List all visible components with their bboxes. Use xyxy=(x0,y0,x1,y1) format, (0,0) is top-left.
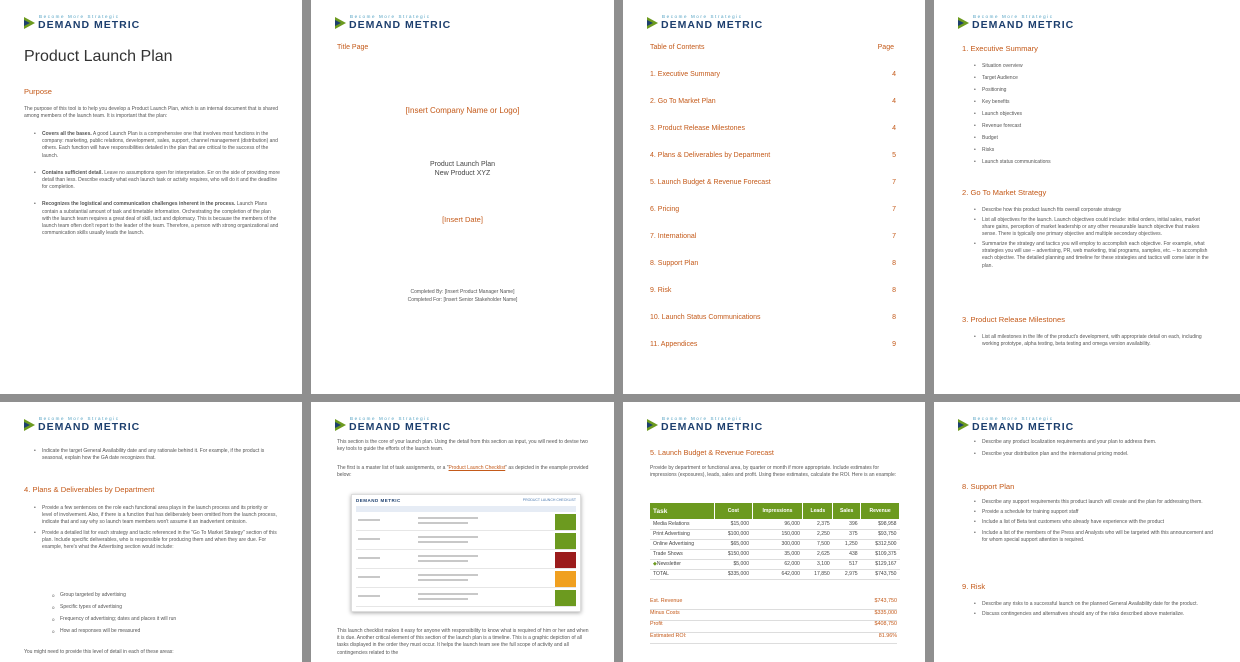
budget-table-wrap xyxy=(650,503,900,580)
logo-tagline: Become More Strategic xyxy=(39,14,120,19)
advertising-sublist xyxy=(50,592,280,635)
logo-name: DEMAND METRIC xyxy=(349,19,452,31)
roi-row: Estimated ROI: 81.96% xyxy=(650,633,897,645)
roi-row: Minus Costs $335,000 xyxy=(650,610,897,622)
toc-entry[interactable]: 8. Support Plan 8 xyxy=(650,260,896,267)
list-item: • Provide a schedule for training support staff xyxy=(972,509,1218,516)
logo-tagline: Become More Strategic xyxy=(973,416,1054,421)
thumbnail-logo: DEMAND METRIC xyxy=(356,498,401,503)
footer-text: You might need to provide this level of detail in each of these areas: xyxy=(24,649,174,655)
title-page-heading: Title Page xyxy=(337,44,369,51)
budget-intro: Provide by department or functional area, by quarter or month if more appropriate. Include estimates for impressions (exposures), leads, sales and profit. Using these estimates, calculate the ROI. Here is an example: xyxy=(650,465,897,479)
document-page-7 xyxy=(623,402,925,662)
logo-name: DEMAND METRIC xyxy=(972,19,1075,31)
toc-entry[interactable]: 7. International 7 xyxy=(650,233,896,240)
list-item: • Include a list of Beta test customers who already have experience with the product xyxy=(972,519,1218,526)
logo-name: DEMAND METRIC xyxy=(38,421,141,433)
list-item: • Contains sufficient detail. Leave no assumptions open for interpretation. Err on the side of providing more detail than less. Describe exactly what each launch task or activity requires, who will do it and the deadline for completion. xyxy=(32,170,280,192)
toc-header xyxy=(650,44,896,51)
gtm-list xyxy=(972,207,1212,270)
logo-mark-icon xyxy=(335,419,346,431)
table-row xyxy=(356,513,576,531)
list-item: • Describe any product localization requirements and your plan to address them. xyxy=(972,439,1218,446)
logo-tagline: Become More Strategic xyxy=(39,416,120,421)
thumbnail-header-row xyxy=(356,506,576,512)
list-item: o How ad responses will be measured xyxy=(50,628,280,635)
budget-table xyxy=(650,503,900,580)
document-page-4 xyxy=(934,0,1240,394)
support-list xyxy=(972,499,1218,544)
toc-page-label: Page xyxy=(877,44,894,51)
list-item: • Budget xyxy=(972,135,1212,142)
list-item: • Key benefits xyxy=(972,99,1212,106)
table-row: Print Advertising $100,000 150,000 2,250 375 $93,750 xyxy=(650,529,900,539)
toc-entry[interactable]: 6. Pricing 7 xyxy=(650,206,896,213)
document-page-3 xyxy=(623,0,925,394)
logo-name: DEMAND METRIC xyxy=(661,19,764,31)
page-title: Product Launch Plan xyxy=(24,48,173,65)
logo-tagline: Become More Strategic xyxy=(662,14,743,19)
table-row xyxy=(356,589,576,607)
international-list xyxy=(972,439,1218,458)
list-item: o Specific types of advertising xyxy=(50,604,280,611)
list-item: • Describe any risks to a successful launch on the planned General Availability date for the product. xyxy=(972,601,1218,608)
toc-entry[interactable]: 3. Product Release Milestones 4 xyxy=(650,125,896,132)
toc-entry[interactable]: 1. Executive Summary 4 xyxy=(650,71,896,78)
document-page-2 xyxy=(311,0,614,394)
toc-entry[interactable]: 2. Go To Market Plan 4 xyxy=(650,98,896,105)
purpose-bullets xyxy=(32,131,280,237)
list-item: o Group targeted by advertising xyxy=(50,592,280,599)
completed-for: Completed For: [Insert Senior Stakeholder Name] xyxy=(407,297,518,303)
list-item: • Recognizes the logistical and communication challenges inherent in the process. Launch Plans contain a substantial amount of task and timetable information. Orchestrating the completion of the plan with the launch team requires a great deal of skill, tact and diplomacy. This is because the members of the launch team often don't report to the leader of the team. Therefore, a person with strong organizational and communication skills usually leads the launch. xyxy=(32,201,280,237)
document-page-6 xyxy=(311,402,614,662)
milestones-list xyxy=(972,334,1212,348)
roi-row: Profit $408,750 xyxy=(650,621,897,633)
company-placeholder: [Insert Company Name or Logo] xyxy=(405,106,520,115)
list-item: • Covers all the bases. A good Launch Plan is a comprehensive one that involves most functions in the company: marketing, public relations, development, sales, support, channel management (distribution) and others. Each function will have responsibilities detailed in the plan that are critical to the success of the launch. xyxy=(32,131,280,160)
list-item: • Describe any support requirements this product launch will create and the plan for addressing them. xyxy=(972,499,1218,506)
section-heading: 2. Go To Market Strategy xyxy=(962,188,1047,197)
checklist-thumbnail xyxy=(351,494,581,612)
logo-tagline: Become More Strategic xyxy=(973,14,1054,19)
toc-entry[interactable]: 9. Risk 8 xyxy=(650,287,896,294)
table-row xyxy=(356,570,576,588)
logo-tagline: Become More Strategic xyxy=(350,14,431,19)
logo-tagline: Become More Strategic xyxy=(662,416,743,421)
logo-mark-icon xyxy=(335,17,346,29)
thumbnail-title: PRODUCT LAUNCH CHECKLIST xyxy=(522,498,576,502)
logo-mark-icon xyxy=(647,17,658,29)
list-item: • Include a list of the members of the Press and Analysts who will be targeted with this announcement and for whom special support attention is required. xyxy=(972,530,1218,544)
logo-name: DEMAND METRIC xyxy=(38,19,141,31)
list-item: • Summarize the strategy and tactics you will employ to accomplish each objective. For example, what strategies you will use – advertising, PR, web marketing, trial programs, samples, etc. – to accomplish each objective. The detailed planning and timeline for these strategies and tactics will come later in the plan. xyxy=(972,241,1212,270)
plan-subtitle: New Product XYZ xyxy=(434,170,491,177)
logo-mark-icon xyxy=(958,17,969,29)
logo-mark-icon xyxy=(24,17,35,29)
checklist-explanation: This launch checklist makes it easy for anyone with responsibility to know what is required of him or her and when it is due. Another critical element of this section of the launch plan is a timeline. This is a graphic depiction of all tasks displayed in the order they must occur. It helps the launch team see the full scope of activity and all contingencies related to the xyxy=(337,628,589,656)
row-marker-icon: ◆ xyxy=(653,561,657,567)
toc-heading: Table of Contents xyxy=(650,44,705,51)
list-item: • Target Audience xyxy=(972,75,1212,82)
document-page-5 xyxy=(0,402,302,662)
toc-entry[interactable]: 4. Plans & Deliverables by Department 5 xyxy=(650,152,896,159)
list-item: • List all objectives for the launch. Launch objectives could include: initial orders, initial sales, market share gains, perception of market leadership or any other measurable launch objective that makes sense. There is typically one primary objective and multiple secondary objectives. xyxy=(972,217,1212,239)
logo-mark-icon xyxy=(647,419,658,431)
list-item: o Frequency of advertising; dates and places it will run xyxy=(50,616,280,623)
list-item: • Situation overview xyxy=(972,63,1212,70)
list-item: • Provide a detailed list for each strategy and tactic referenced in the "Go To Market Strategy" section of this plan. Include specific deliverables, who is responsible for producing them and when they are due. For example, here's what the Advertising section would include: xyxy=(32,530,278,552)
logo-mark-icon xyxy=(958,419,969,431)
logo-tagline: Become More Strategic xyxy=(350,416,431,421)
list-item: • Risks xyxy=(972,147,1212,154)
logo-name: DEMAND METRIC xyxy=(349,421,452,433)
purpose-heading: Purpose xyxy=(24,87,52,96)
exec-summary-list xyxy=(972,63,1212,166)
risk-list xyxy=(972,601,1218,618)
list-item: • Launch objectives xyxy=(972,111,1212,118)
document-page-1 xyxy=(0,0,302,394)
section-heading: 9. Risk xyxy=(962,582,986,591)
toc-entry[interactable]: 5. Launch Budget & Revenue Forecast 7 xyxy=(650,179,896,186)
section-heading: 3. Product Release Milestones xyxy=(962,315,1065,324)
logo-name: DEMAND METRIC xyxy=(661,421,764,433)
date-placeholder: [Insert Date] xyxy=(442,215,483,224)
list-item: • Describe your distribution plan and the international pricing model. xyxy=(972,451,1218,458)
section-heading: 4. Plans & Deliverables by Department xyxy=(24,485,155,494)
plan-title: Product Launch Plan xyxy=(430,161,495,168)
section-heading: 5. Launch Budget & Revenue Forecast xyxy=(650,448,774,457)
checklist-intro: The first is a master list of task assignments, or a "Product Launch Checklist" as depicted in the example provided below: xyxy=(337,465,589,479)
roi-row: Est. Revenue $743,750 xyxy=(650,598,897,610)
ga-date-list xyxy=(32,448,278,462)
completed-by: Completed By: [Insert Product Manager Name] xyxy=(410,289,515,295)
logo-mark-icon xyxy=(24,419,35,431)
purpose-intro: The purpose of this tool is to help you develop a Product Launch Plan, which is an internal document that is shared among members of the launch team. It is important that the plan: xyxy=(24,106,279,120)
logo-name: DEMAND METRIC xyxy=(972,421,1075,433)
list-item: • Launch status communications xyxy=(972,159,1212,166)
list-item: • Positioning xyxy=(972,87,1212,94)
table-row xyxy=(356,551,576,569)
table-row: Online Advertising $65,000 300,000 7,500 1,250 $312,500 xyxy=(650,539,900,549)
document-page-8 xyxy=(934,402,1240,662)
table-row: Media Relations $15,000 96,000 2,375 396 $98,958 xyxy=(650,519,900,529)
list-item: • List all milestones in the life of the product's development, with appropriate detail on each, including working prototype, alpha testing, beta testing and omega version availability. xyxy=(972,334,1212,348)
list-item: • Indicate the target General Availability date and any rationale behind it. For example, if the product is seasonal, explain how the GA date recognizes that. xyxy=(32,448,278,462)
toc-entry[interactable]: 10. Launch Status Communications 8 xyxy=(650,314,896,321)
table-row xyxy=(356,532,576,550)
section-heading: 8. Support Plan xyxy=(962,482,1015,491)
list-item: • Discuss contingencies and alternatives should any of the risks described above materialize. xyxy=(972,611,1218,618)
section-intro: This section is the core of your launch plan. Using the detail from this section as input, you will need to devise two key tools to guide the efforts of the launch team. xyxy=(337,439,588,453)
checklist-link[interactable]: Product Launch Checklist xyxy=(448,465,506,471)
list-item: • Provide a few sentences on the role each functional area plays in the launch process and its priority or level of involvement. Also, if there is a function that has deliberately been omitted from the launch process, indicate that and say why so launch team members won't assume it an inadvertent omission. xyxy=(32,505,278,527)
section-heading: 1. Executive Summary xyxy=(962,44,1038,53)
table-row: Trade Shows $150,000 35,000 2,625 438 $109,375 xyxy=(650,549,900,559)
table-header-row: Task Cost Impressions Leads Sales Revenue xyxy=(650,503,900,519)
dept-list xyxy=(32,505,278,551)
list-item: • Describe how this product launch fits overall corporate strategy xyxy=(972,207,1212,214)
table-total-row: TOTAL $335,000 642,000 17,850 2,975 $743,750 xyxy=(650,569,900,579)
table-row: ◆Newsletter $5,000 62,000 3,100 517 $129,167 xyxy=(650,559,900,569)
toc-entry[interactable]: 11. Appendices 9 xyxy=(650,341,896,348)
list-item: • Revenue forecast xyxy=(972,123,1212,130)
